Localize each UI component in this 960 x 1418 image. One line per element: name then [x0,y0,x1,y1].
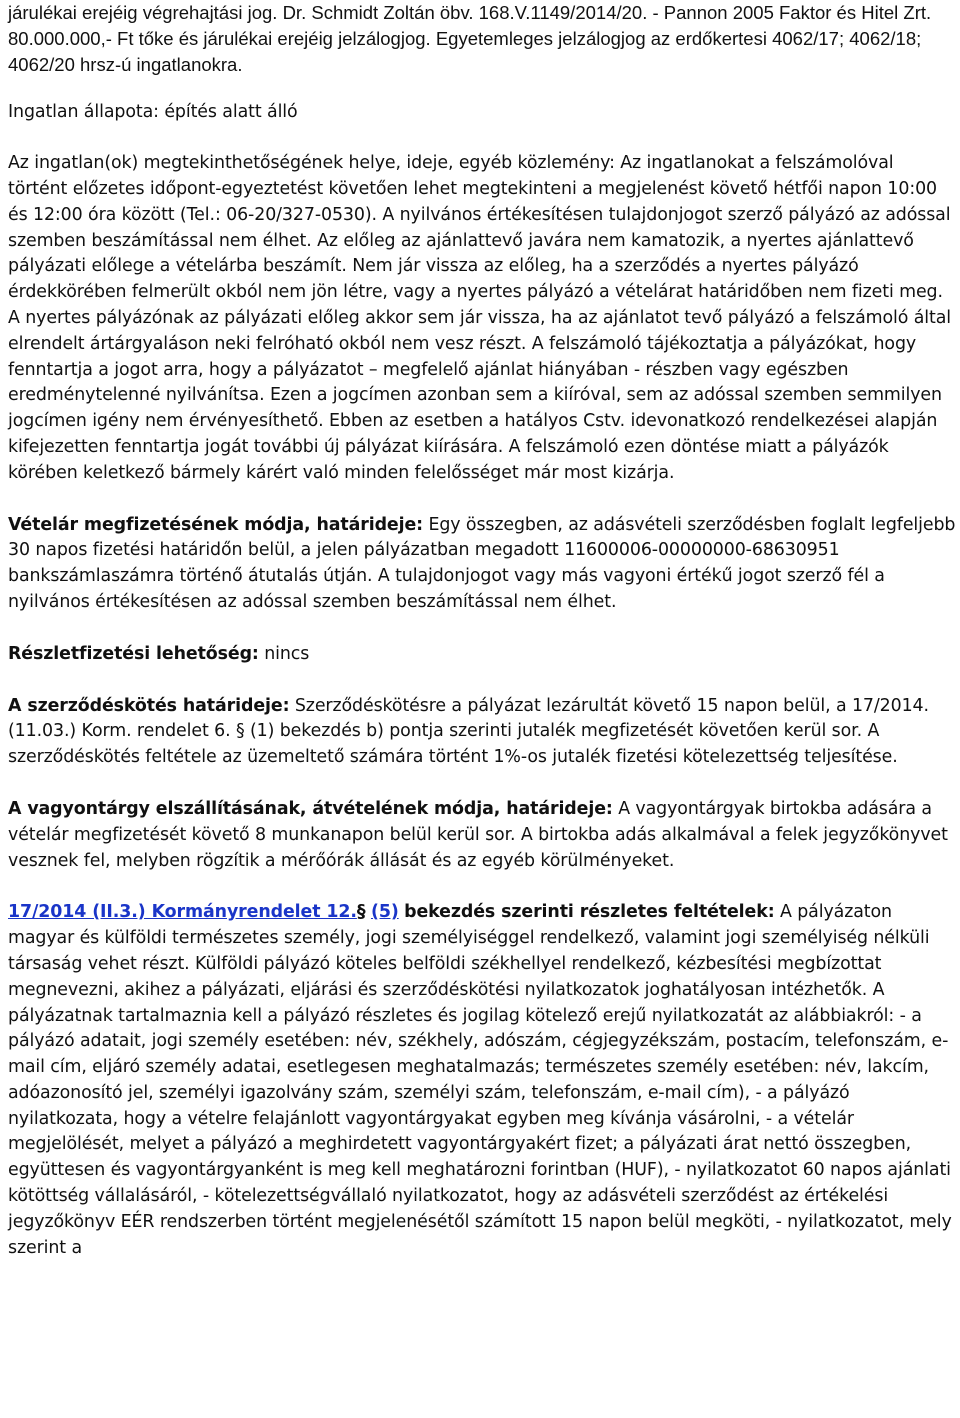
contract-text: Szerződéskötésre a pályázat lezárultát követő 15 napon belül, a 17/2014. (11.03.) Korm. rendelet 6. § (1) bekezdés b) pontja szerinti jutalék megfizetését követően kerül sor. A szerződéskötés feltétele az üzemeltető számára történt 1%-os jutalék fizetési kötelezettség teljesítése. [8,695,929,768]
document-page [8,0,958,1261]
delivery-label: A vagyontárgy elszállításának, átvételének módja, határideje: [8,798,613,819]
delivery-text: A vagyontárgyak birtokba adására a vételár megfizetését követő 8 munkanapon belül kerül sor. A birtokba adás alkalmával a felek jegyzőkönyvet vesznek fel, melyben rögzítik a mérőórák állását és az egyéb körülményeket. [8,798,948,871]
payment-label: Vételár megfizetésének módja, határideje: [8,514,424,535]
contract-label: A szerződéskötés határideje: [8,695,290,716]
installment-paragraph [8,642,958,668]
installment-label: Részletfizetési lehetőség: [8,643,259,664]
paragraph-link[interactable]: (5) [370,902,399,923]
viewing-paragraph: Az ingatlan(ok) megtekinthetőségének helye, ideje, egyéb közlemény: Az ingatlanokat a felszámolóval történt előzetes időpont-egyeztetést követően lehet megtekinteni a megjelenést követő hétfői napon 10:00 és 12:00 óra között (Tel.: 06-20/327-0530). A nyilvános értékesítésen tulajdonjogot szerző pályázó az adóssal szemben beszámítással nem élhet. Az előleg az ajánlattevő javára nem kamatozik, a nyertes ajánlattevő pályázati előlege a vételárba beszámít. Nem jár vissza az előleg, ha a szerződés a nyertes pályázó érdekkörében felmerült okból nem jön létre, vagy a nyertes pályázó a vételárat határidőben nem fizeti meg. A nyertes pályázónak az pályázati előleg akkor sem jár vissza, ha az ajánlatot tevő pályázó a felszámoló által elrendelt ártárgyaláson neki felróható okból nem vesz részt. A felszámoló tájékoztatja a pályázókat, hogy fenntartja a jogot arra, hogy a pályázatot – megfelelő ajánlat hiányában - részben vagy egészben eredménytelenné nyilvánítsa. Ezen a jogcímen azonban sem a kiíróval, sem az adóssal szemben semmilyen jogcímen igény nem érvényesíthető. Ebben az esetben a hatályos Cstv. idevonatkozó rendelkezései alapján kifejezetten fenntartja jogát további új pályázat kiírására. A felszámoló ezen döntése miatt a pályázók körében keletkező bármely kárért való minden felelősséget már most kizárja. [8,153,952,483]
delivery-paragraph [8,797,958,874]
property-status: Ingatlan állapota: építés alatt álló [8,102,298,123]
intro-paragraph: járulékai erejéig végrehajtási jog. Dr. Schmidt Zoltán öbv. 168.V.1149/2014/20. - Pannon 2005 Faktor és Hitel Zrt. 80.000.000,- Ft tőke és járulékai erejéig jelzálogjog. Egyetemleges jelzálogjog az erdőkertesi 4062/17; 4062/18; 4062/20 hrsz-ú ingatlanokra. [8,2,932,75]
contract-paragraph [8,694,958,771]
decree-link[interactable]: 17/2014 (II.3.) Kormányrendelet 12. [8,902,357,923]
decree-text: A pályázaton magyar és külföldi természetes személy, jogi személyiséggel rendelkező, valamint jogi személyiség nélküli társaság vehet részt. Külföldi pályázó köteles belföldi székhellyel rendelkező, kézbesítési megbízottat megnevezni, akihez a pályázati, eljárási és szerződéskötési nyilatkozatok joghatályosan intézhetők. A pályázatnak tartalmaznia kell a pályázó részletes és jogilag kötelező erejű nyilatkozatát az alábbiakról: - a pályázó adatait, jogi személy esetében: név, székhely, adószám, cégjegyzékszám, postacím, telefonszám, e-mail cím, eljáró személy adatai, esetlegesen meghatalmazás; természetes személy esetében: név, lakcím, adóazonosító jel, személyi igazolvány szám, személyi szám, telefonszám, e-mail cím), - a pályázó nyilatkozata, hogy a vételre felajánlott vagyontárgyakat egyben meg kívánja vásárolni, - a vételár megjelölését, melyet a pályázó a meghirdetett vagyontárgyakért fizet; a pályázati árat nettó összegben, együttesen és vagyontárgyanként is meg kell meghatározni forintban (HUF), - nyilatkozatot 60 napos ajánlati kötöttség vállalásáról, - kötelezettségvállaló nyilatkozatot, hogy az adásvételi szerződést az értékelési jegyzőkönyv EÉR rendszerben történt megjelenésétől számított 15 napon belül megköti, - nyilatkozatot, mely szerint a [8,902,952,1258]
payment-paragraph [8,513,958,616]
section-sign: § [356,902,366,923]
payment-text: Egy összegben, az adásvételi szerződésben foglalt legfeljebb 30 napos fizetési határidőn belül, a jelen pályázatban megadott 11600006-00000000-68630951 bankszámlaszámra történő átutalás útján. A tulajdonjogot vagy más vagyoni értékű jogot szerző fél a nyilvános értékesítésen az adóssal szemben beszámítással nem élhet. [8,514,956,612]
installment-text: nincs [258,643,310,664]
decree-label: bekezdés szerinti részletes feltételek: [404,902,775,923]
decree-paragraph [8,900,958,1261]
